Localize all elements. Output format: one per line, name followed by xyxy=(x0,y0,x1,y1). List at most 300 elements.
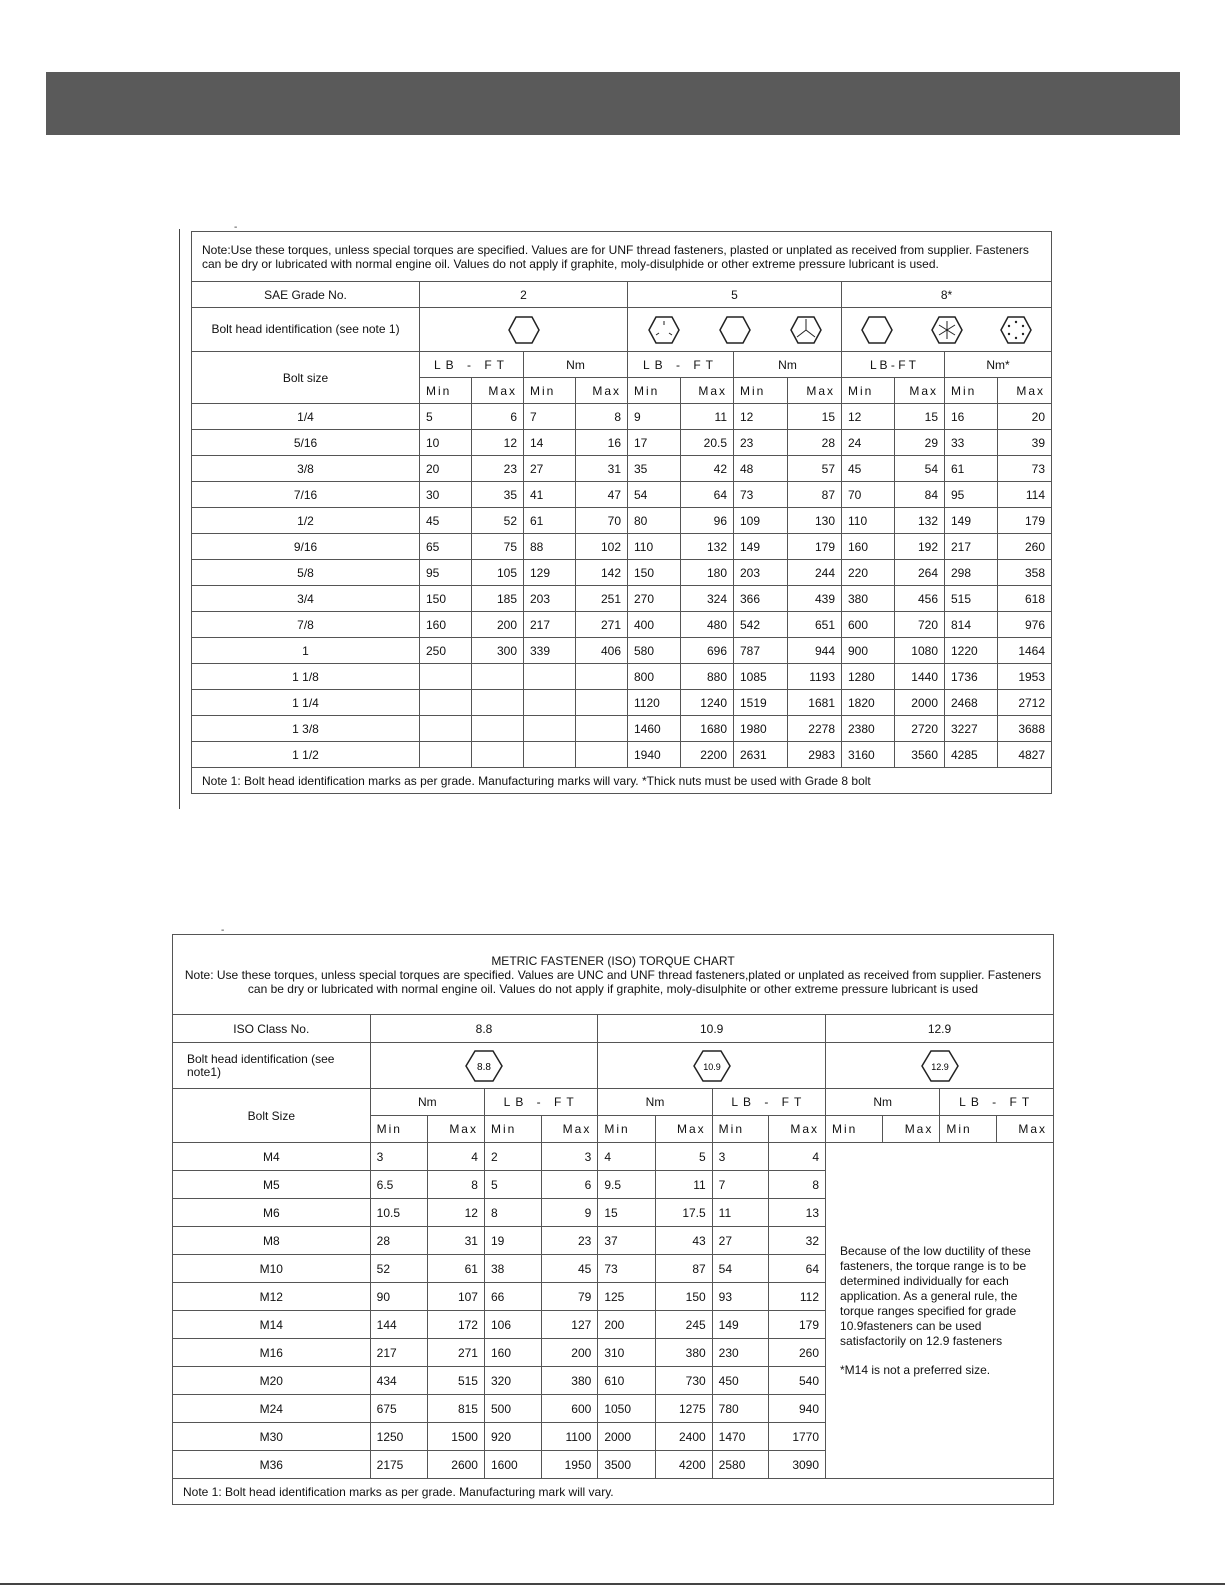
scan-mark: - xyxy=(221,925,225,936)
sae-max-header: Max xyxy=(472,378,524,404)
bolt-size-cell: 1 1/2 xyxy=(192,742,420,768)
torque-value-cell: 73 xyxy=(598,1255,655,1283)
bolt-size-cell: 3/4 xyxy=(192,586,420,612)
sae-min-header: Min xyxy=(628,378,681,404)
torque-value-cell: 64 xyxy=(681,482,734,508)
remark-text: Because of the low ductility of these fasteners, the torque range is to be determined individually for each application. As a general rule, the torque ranges specified for grade 10.9fasteners can be used satisfactorily on 12.9 fasteners xyxy=(840,1244,1031,1348)
torque-value-cell: 90 xyxy=(370,1283,427,1311)
torque-value-cell: 515 xyxy=(945,586,998,612)
torque-value-cell: 2712 xyxy=(998,690,1052,716)
torque-value-cell xyxy=(420,664,472,690)
torque-value-cell: 2000 xyxy=(895,690,945,716)
torque-value-cell: 400 xyxy=(628,612,681,638)
sae-grade-2: 2 xyxy=(420,282,628,308)
torque-value-cell: 1280 xyxy=(842,664,895,690)
iso-min-header: Min xyxy=(370,1116,427,1143)
bolt-size-cell: M20 xyxy=(173,1367,371,1395)
iso-unit-label: LB - FT xyxy=(940,1089,1054,1116)
torque-value-cell: 88 xyxy=(524,534,576,560)
torque-value-cell xyxy=(524,716,576,742)
torque-value-cell: 73 xyxy=(734,482,788,508)
sae-grade-2-heads xyxy=(420,308,628,352)
iso-head-id-label: Bolt head identification (see note1) xyxy=(173,1043,371,1089)
torque-value-cell: 15 xyxy=(895,404,945,430)
torque-value-cell: 179 xyxy=(768,1311,825,1339)
scan-mark: - xyxy=(234,222,238,233)
torque-value-cell: 17 xyxy=(628,430,681,456)
torque-value-cell: 144 xyxy=(370,1311,427,1339)
table-row xyxy=(192,560,1052,586)
torque-value-cell: 13 xyxy=(768,1199,825,1227)
torque-value-cell: 450 xyxy=(712,1367,768,1395)
torque-value-cell: 45 xyxy=(420,508,472,534)
torque-value-cell: 2175 xyxy=(370,1451,427,1479)
torque-value-cell: 41 xyxy=(524,482,576,508)
torque-value-cell: 150 xyxy=(628,560,681,586)
torque-value-cell: 24 xyxy=(842,430,895,456)
torque-value-cell: 16 xyxy=(576,430,628,456)
torque-value-cell: 1980 xyxy=(734,716,788,742)
torque-value-cell: 217 xyxy=(945,534,998,560)
sae-min-header: Min xyxy=(420,378,472,404)
torque-value-cell: 149 xyxy=(712,1311,768,1339)
torque-value-cell: 38 xyxy=(484,1255,541,1283)
hexagon-plain-icon xyxy=(718,315,752,345)
torque-value-cell: 6 xyxy=(542,1171,598,1199)
torque-value-cell: 109 xyxy=(734,508,788,534)
torque-value-cell: 47 xyxy=(576,482,628,508)
torque-value-cell: 12 xyxy=(842,404,895,430)
torque-value-cell: 75 xyxy=(472,534,524,560)
torque-value-cell: 600 xyxy=(542,1395,598,1423)
torque-value-cell: 5 xyxy=(420,404,472,430)
iso-bolt-size-label: Bolt Size xyxy=(173,1089,371,1143)
sae-grade-5: 5 xyxy=(628,282,842,308)
torque-value-cell: 2278 xyxy=(788,716,842,742)
torque-value-cell: 200 xyxy=(472,612,524,638)
iso-footnote: Note 1: Bolt head identification marks as per grade. Manufacturing mark will vary. xyxy=(173,1479,1054,1505)
torque-value-cell: 1250 xyxy=(370,1423,427,1451)
bolt-size-cell: 7/16 xyxy=(192,482,420,508)
torque-value-cell: 73 xyxy=(998,456,1052,482)
torque-value-cell: 1953 xyxy=(998,664,1052,690)
iso-torque-table xyxy=(172,934,1054,1505)
torque-value-cell: 28 xyxy=(788,430,842,456)
torque-value-cell: 1080 xyxy=(895,638,945,664)
torque-value-cell: 3688 xyxy=(998,716,1052,742)
torque-value-cell: 900 xyxy=(842,638,895,664)
torque-value-cell: 70 xyxy=(576,508,628,534)
iso-class-label: ISO Class No. xyxy=(173,1015,371,1043)
iso-min-header: Min xyxy=(712,1116,768,1143)
torque-value-cell: 11 xyxy=(681,404,734,430)
torque-value-cell: 96 xyxy=(681,508,734,534)
torque-value-cell: 220 xyxy=(842,560,895,586)
torque-value-cell: 127 xyxy=(542,1311,598,1339)
torque-value-cell: 93 xyxy=(712,1283,768,1311)
torque-value-cell xyxy=(576,716,628,742)
torque-value-cell: 4285 xyxy=(945,742,998,768)
bolt-size-cell: 7/8 xyxy=(192,612,420,638)
hex-mark-text: 8.8 xyxy=(477,1061,491,1073)
torque-value-cell: 366 xyxy=(734,586,788,612)
torque-value-cell: 52 xyxy=(370,1255,427,1283)
torque-value-cell: 9.5 xyxy=(598,1171,655,1199)
torque-value-cell: 260 xyxy=(998,534,1052,560)
bolt-size-cell: M14 xyxy=(173,1311,371,1339)
torque-value-cell: 3090 xyxy=(768,1451,825,1479)
bolt-size-cell: 9/16 xyxy=(192,534,420,560)
torque-value-cell: 814 xyxy=(945,612,998,638)
torque-value-cell: 500 xyxy=(484,1395,541,1423)
torque-value-cell: 125 xyxy=(598,1283,655,1311)
torque-value-cell: 84 xyxy=(895,482,945,508)
torque-value-cell: 1050 xyxy=(598,1395,655,1423)
torque-value-cell: 815 xyxy=(427,1395,484,1423)
torque-value-cell: 17.5 xyxy=(655,1199,712,1227)
torque-value-cell: 2600 xyxy=(427,1451,484,1479)
torque-value-cell: 31 xyxy=(576,456,628,482)
torque-value-cell: 9 xyxy=(628,404,681,430)
torque-value-cell: 2983 xyxy=(788,742,842,768)
remark-m14-note: *M14 is not a preferred size. xyxy=(840,1363,991,1377)
torque-value-cell: 107 xyxy=(427,1283,484,1311)
torque-value-cell: 250 xyxy=(420,638,472,664)
torque-value-cell: 1100 xyxy=(542,1423,598,1451)
torque-value-cell: 12 xyxy=(427,1199,484,1227)
torque-value-cell: 130 xyxy=(788,508,842,534)
bolt-size-cell: 1/4 xyxy=(192,404,420,430)
torque-value-cell: 61 xyxy=(945,456,998,482)
torque-value-cell: 380 xyxy=(655,1339,712,1367)
torque-value-cell: 110 xyxy=(628,534,681,560)
sae-max-header: Max xyxy=(576,378,628,404)
bolt-size-cell: 1 3/8 xyxy=(192,716,420,742)
torque-value-cell: 1940 xyxy=(628,742,681,768)
torque-value-cell: 42 xyxy=(681,456,734,482)
torque-value-cell: 406 xyxy=(576,638,628,664)
torque-value-cell: 310 xyxy=(598,1339,655,1367)
torque-value-cell: 160 xyxy=(420,612,472,638)
torque-value-cell: 45 xyxy=(542,1255,598,1283)
sae-grade-8: 8* xyxy=(842,282,1052,308)
torque-value-cell: 33 xyxy=(945,430,998,456)
torque-value-cell: 54 xyxy=(628,482,681,508)
iso-unit-label: LB - FT xyxy=(712,1089,825,1116)
table-row xyxy=(192,612,1052,638)
torque-value-cell xyxy=(472,664,524,690)
bolt-size-cell: M10 xyxy=(173,1255,371,1283)
bolt-size-cell: 5/8 xyxy=(192,560,420,586)
bolt-size-cell: M12 xyxy=(173,1283,371,1311)
sae-unit-label: Nm* xyxy=(945,352,1052,378)
sae-max-header: Max xyxy=(788,378,842,404)
torque-value-cell: 618 xyxy=(998,586,1052,612)
torque-value-cell xyxy=(576,664,628,690)
torque-value-cell: 3 xyxy=(542,1143,598,1171)
torque-value-cell xyxy=(472,742,524,768)
iso-unit-label: Nm xyxy=(598,1089,712,1116)
torque-value-cell xyxy=(420,716,472,742)
iso-max-header: Max xyxy=(542,1116,598,1143)
torque-value-cell: 320 xyxy=(484,1367,541,1395)
torque-value-cell: 23 xyxy=(734,430,788,456)
torque-value-cell: 1950 xyxy=(542,1451,598,1479)
table-row xyxy=(173,1143,1054,1171)
torque-value-cell: 61 xyxy=(427,1255,484,1283)
torque-value-cell: 270 xyxy=(628,586,681,612)
torque-value-cell: 20 xyxy=(420,456,472,482)
torque-value-cell: 540 xyxy=(768,1367,825,1395)
torque-value-cell: 298 xyxy=(945,560,998,586)
torque-value-cell: 114 xyxy=(998,482,1052,508)
torque-value-cell: 66 xyxy=(484,1283,541,1311)
torque-value-cell: 15 xyxy=(788,404,842,430)
torque-value-cell: 324 xyxy=(681,586,734,612)
hexagon-12-9-icon xyxy=(920,1049,960,1083)
sae-min-header: Min xyxy=(842,378,895,404)
torque-value-cell: 1240 xyxy=(681,690,734,716)
torque-value-cell: 5 xyxy=(655,1143,712,1171)
hex-mark-text: 12.9 xyxy=(930,1061,949,1072)
hexagon-three-lines-icon xyxy=(789,315,823,345)
sae-max-header: Max xyxy=(998,378,1052,404)
torque-value-cell xyxy=(524,690,576,716)
torque-value-cell: 1470 xyxy=(712,1423,768,1451)
scan-edge-line xyxy=(179,229,180,809)
sae-head-id-label: Bolt head identification (see note 1) xyxy=(192,308,420,352)
iso-min-header: Min xyxy=(940,1116,996,1143)
torque-value-cell: 203 xyxy=(524,586,576,612)
torque-value-cell: 2380 xyxy=(842,716,895,742)
torque-value-cell: 27 xyxy=(712,1227,768,1255)
sae-max-header: Max xyxy=(895,378,945,404)
torque-value-cell: 1120 xyxy=(628,690,681,716)
torque-value-cell: 110 xyxy=(842,508,895,534)
torque-value-cell: 1519 xyxy=(734,690,788,716)
table-row xyxy=(192,586,1052,612)
hexagon-plain-icon xyxy=(507,315,541,345)
torque-value-cell: 434 xyxy=(370,1367,427,1395)
table-row xyxy=(192,638,1052,664)
torque-value-cell: 61 xyxy=(524,508,576,534)
torque-value-cell: 10.5 xyxy=(370,1199,427,1227)
torque-value-cell: 271 xyxy=(427,1339,484,1367)
torque-value-cell: 3160 xyxy=(842,742,895,768)
torque-value-cell: 780 xyxy=(712,1395,768,1423)
sae-torque-table xyxy=(191,231,1052,794)
iso-class-12-9: 12.9 xyxy=(826,1015,1054,1043)
iso-note: Note: Use these torques, unless special torques are specified. Values are UNC and UNF thread fasteners,plated or unplated as received from supplier. Fasteners can be dry or lubricated with normal engine oil. Values do not apply if graphite, moly-disulphite or other extreme pressure lubricant is used xyxy=(184,967,1042,996)
sae-max-header: Max xyxy=(681,378,734,404)
torque-value-cell: 2400 xyxy=(655,1423,712,1451)
iso-min-header: Min xyxy=(598,1116,655,1143)
bolt-size-cell: 3/8 xyxy=(192,456,420,482)
torque-value-cell xyxy=(420,690,472,716)
sae-unit-label: LB - FT xyxy=(420,352,524,378)
torque-value-cell: 65 xyxy=(420,534,472,560)
torque-value-cell: 95 xyxy=(945,482,998,508)
torque-value-cell: 2 xyxy=(484,1143,541,1171)
table-row xyxy=(192,690,1052,716)
torque-value-cell: 515 xyxy=(427,1367,484,1395)
torque-value-cell: 70 xyxy=(842,482,895,508)
torque-value-cell: 439 xyxy=(788,586,842,612)
hexagon-six-dots-icon xyxy=(999,315,1033,345)
torque-value-cell: 200 xyxy=(542,1339,598,1367)
torque-value-cell: 149 xyxy=(734,534,788,560)
torque-value-cell: 150 xyxy=(655,1283,712,1311)
iso-title: METRIC FASTENER (ISO) TORQUE CHART xyxy=(491,953,735,968)
torque-value-cell: 149 xyxy=(945,508,998,534)
torque-value-cell: 8 xyxy=(576,404,628,430)
torque-value-cell: 203 xyxy=(734,560,788,586)
bolt-size-cell: 1 1/8 xyxy=(192,664,420,690)
iso-max-header: Max xyxy=(883,1116,940,1143)
torque-value-cell: 2468 xyxy=(945,690,998,716)
torque-value-cell: 358 xyxy=(998,560,1052,586)
torque-value-cell: 480 xyxy=(681,612,734,638)
torque-value-cell: 31 xyxy=(427,1227,484,1255)
torque-value-cell: 150 xyxy=(420,586,472,612)
torque-value-cell: 251 xyxy=(576,586,628,612)
iso-min-header: Min xyxy=(826,1116,883,1143)
iso-class-8-8: 8.8 xyxy=(370,1015,598,1043)
table-row xyxy=(192,664,1052,690)
torque-value-cell: 610 xyxy=(598,1367,655,1395)
torque-value-cell: 102 xyxy=(576,534,628,560)
torque-value-cell: 1820 xyxy=(842,690,895,716)
torque-value-cell: 39 xyxy=(998,430,1052,456)
sae-bolt-size-label: Bolt size xyxy=(192,352,420,404)
torque-value-cell: 1770 xyxy=(768,1423,825,1451)
torque-value-cell: 264 xyxy=(895,560,945,586)
torque-value-cell: 6 xyxy=(472,404,524,430)
torque-value-cell xyxy=(524,664,576,690)
torque-value-cell: 2580 xyxy=(712,1451,768,1479)
torque-value-cell: 45 xyxy=(842,456,895,482)
torque-value-cell: 976 xyxy=(998,612,1052,638)
torque-value-cell: 19 xyxy=(484,1227,541,1255)
torque-value-cell: 2000 xyxy=(598,1423,655,1451)
bolt-size-cell: M36 xyxy=(173,1451,371,1479)
torque-value-cell: 4 xyxy=(598,1143,655,1171)
torque-value-cell: 4200 xyxy=(655,1451,712,1479)
hexagon-10-9-icon xyxy=(692,1049,732,1083)
torque-value-cell: 54 xyxy=(712,1255,768,1283)
torque-value-cell: 720 xyxy=(895,612,945,638)
torque-value-cell: 260 xyxy=(768,1339,825,1367)
iso-class-12-9-head xyxy=(826,1043,1054,1089)
iso-max-header: Max xyxy=(768,1116,825,1143)
torque-value-cell: 87 xyxy=(788,482,842,508)
torque-value-cell: 5 xyxy=(484,1171,541,1199)
torque-value-cell: 4827 xyxy=(998,742,1052,768)
torque-value-cell: 1440 xyxy=(895,664,945,690)
torque-value-cell: 7 xyxy=(712,1171,768,1199)
torque-value-cell: 1681 xyxy=(788,690,842,716)
torque-value-cell: 87 xyxy=(655,1255,712,1283)
sae-unit-label: Nm xyxy=(524,352,628,378)
torque-value-cell: 80 xyxy=(628,508,681,534)
torque-value-cell: 940 xyxy=(768,1395,825,1423)
torque-value-cell: 920 xyxy=(484,1423,541,1451)
iso-unit-label: Nm xyxy=(826,1089,940,1116)
table-row xyxy=(192,742,1052,768)
torque-value-cell: 37 xyxy=(598,1227,655,1255)
torque-value-cell: 8 xyxy=(484,1199,541,1227)
torque-value-cell: 1193 xyxy=(788,664,842,690)
torque-value-cell: 1600 xyxy=(484,1451,541,1479)
torque-value-cell: 106 xyxy=(484,1311,541,1339)
torque-value-cell: 339 xyxy=(524,638,576,664)
table-row xyxy=(192,430,1052,456)
torque-value-cell: 200 xyxy=(598,1311,655,1339)
sae-unit-label: Nm xyxy=(734,352,842,378)
torque-value-cell: 27 xyxy=(524,456,576,482)
grade-12-9-remark xyxy=(826,1143,1054,1479)
bolt-size-cell: 1 xyxy=(192,638,420,664)
torque-value-cell: 456 xyxy=(895,586,945,612)
torque-value-cell: 105 xyxy=(472,560,524,586)
bolt-size-cell: 1/2 xyxy=(192,508,420,534)
sae-min-header: Min xyxy=(945,378,998,404)
torque-value-cell: 580 xyxy=(628,638,681,664)
torque-value-cell: 217 xyxy=(524,612,576,638)
torque-value-cell: 1220 xyxy=(945,638,998,664)
torque-value-cell: 3 xyxy=(712,1143,768,1171)
torque-value-cell: 43 xyxy=(655,1227,712,1255)
torque-value-cell: 2631 xyxy=(734,742,788,768)
torque-value-cell: 600 xyxy=(842,612,895,638)
torque-value-cell: 32 xyxy=(768,1227,825,1255)
torque-value-cell: 271 xyxy=(576,612,628,638)
torque-value-cell: 1275 xyxy=(655,1395,712,1423)
torque-value-cell: 380 xyxy=(542,1367,598,1395)
torque-value-cell: 48 xyxy=(734,456,788,482)
torque-value-cell: 23 xyxy=(472,456,524,482)
sae-min-header: Min xyxy=(734,378,788,404)
sae-note: Note:Use these torques, unless special torques are specified. Values are for UNF thread fasteners, plasted or unplated as received from supplier. Fasteners can be dry or lubricated with normal engine oil. Values do not apply if graphite, moly-disulphide or other extreme pressure lubricant is used. xyxy=(192,232,1052,282)
iso-header xyxy=(173,935,1054,1015)
torque-value-cell: 192 xyxy=(895,534,945,560)
torque-value-cell: 800 xyxy=(628,664,681,690)
table-row xyxy=(192,404,1052,430)
table-row xyxy=(192,482,1052,508)
torque-value-cell: 180 xyxy=(681,560,734,586)
iso-unit-label: LB - FT xyxy=(484,1089,597,1116)
torque-value-cell: 244 xyxy=(788,560,842,586)
torque-value-cell: 7 xyxy=(524,404,576,430)
iso-class-10-9-head xyxy=(598,1043,826,1089)
torque-value-cell: 542 xyxy=(734,612,788,638)
sae-footnote: Note 1: Bolt head identification marks as per grade. Manufacturing marks will vary. *Thick nuts must be used with Grade 8 bolt xyxy=(192,768,1052,794)
torque-value-cell: 179 xyxy=(788,534,842,560)
iso-class-8-8-head xyxy=(370,1043,598,1089)
torque-value-cell: 3500 xyxy=(598,1451,655,1479)
torque-value-cell: 944 xyxy=(788,638,842,664)
bolt-size-cell: M8 xyxy=(173,1227,371,1255)
torque-value-cell: 9 xyxy=(542,1199,598,1227)
bolt-size-cell: 5/16 xyxy=(192,430,420,456)
torque-value-cell: 29 xyxy=(895,430,945,456)
torque-value-cell: 245 xyxy=(655,1311,712,1339)
torque-value-cell: 651 xyxy=(788,612,842,638)
torque-value-cell: 2200 xyxy=(681,742,734,768)
torque-value-cell: 217 xyxy=(370,1339,427,1367)
hexagon-8-8-icon xyxy=(464,1049,504,1083)
torque-value-cell: 6.5 xyxy=(370,1171,427,1199)
